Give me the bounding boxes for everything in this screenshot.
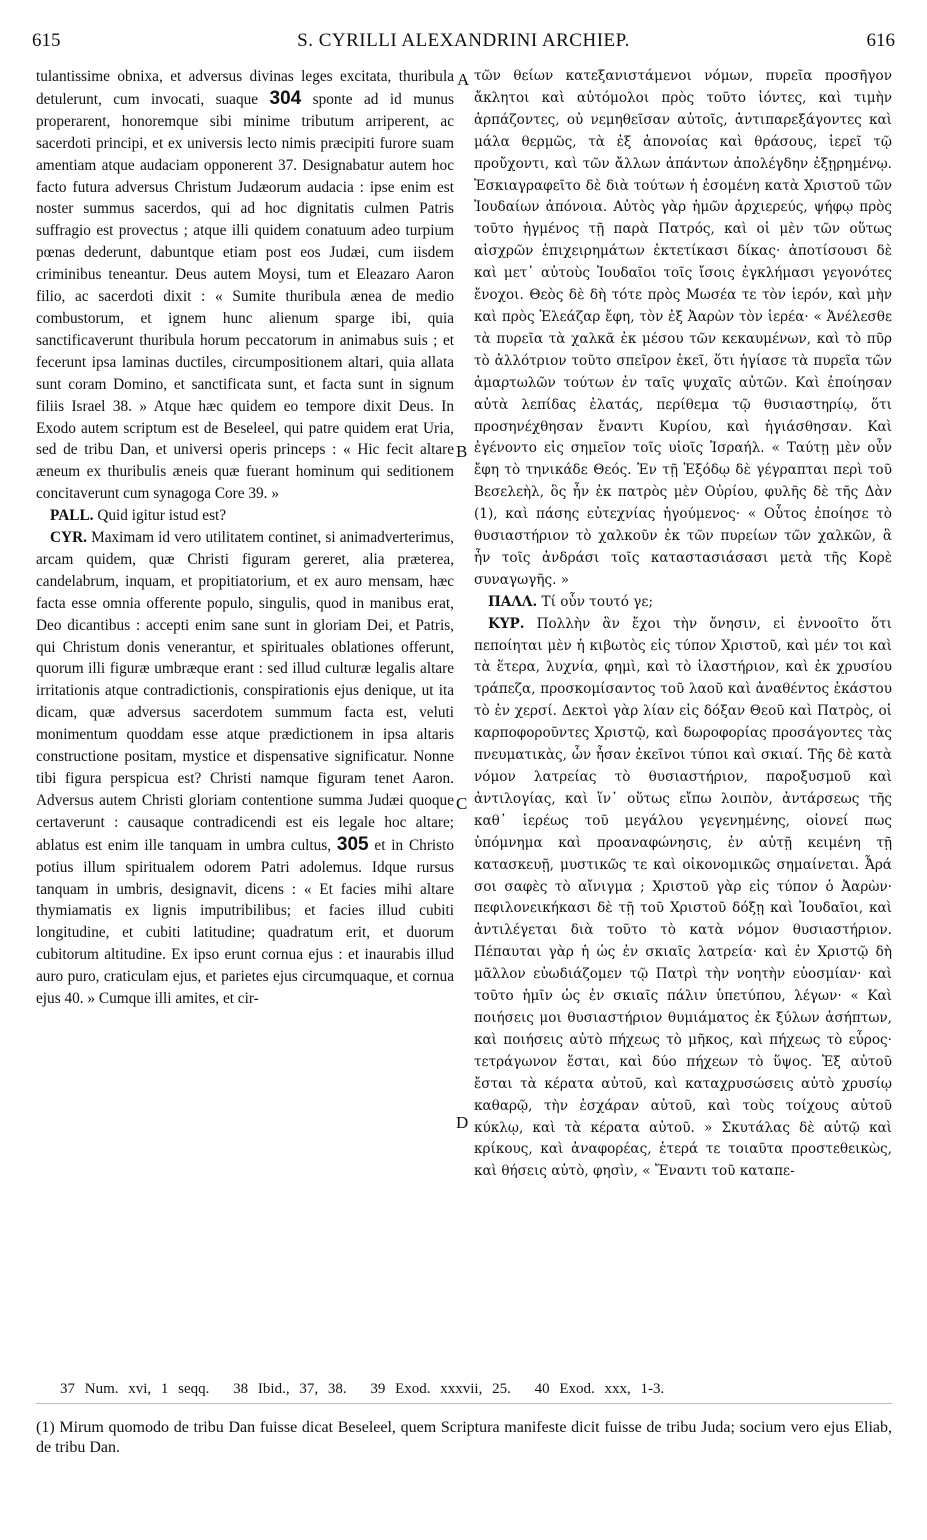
latin-text: Maximam id vero utilitatem continet, si animadverterimus, arcam quidem, quæ Christi figuram gereret, alia præterea, candelabrum, inquam, et propitiatorium, et ex auro mensam, hæc facta esse omnia offerente populo, singulis, quod in manibus erat, Deo dicantibus : accepti enim sane sunt in gloriam Dei, et Patris, qui Christum donis venerantur, et spirituales oblationes offerunt, quorum illi figuræ umbræque erant : sed illud culturæ legalis altare irritationis atque contradictionis, conspirationis ejus denique, ut ita dicam, quæ adversus sacerdotem summum facta est, veluti monimentum quoddam esse atque prædictionem in ipsa altaris constructione positam, mystice et dispensative significatur. Nonne tibi figura perspicua est? Christi namque figuram tenet Aaron. Adversus autem Christi gloriam contentione summa Judæi quoque certaverunt : causaque contradicendi est eis legale hoc altare; ablatus est enim ille tanquam in umbra cultus, [36,529,454,854]
scripture-footnotes [60,1381,887,1398]
greek-paragraph-1: τῶν θείων κατεξανιστάμενοι νόμων, πυρεῖα προσῆγον ἄκλητοι καὶ αὐτόμολοι πρὸς τοῦτο ἰόντες, καὶ τιμὴν ἁρπάζοντες, οὐ νεμηθεῖσαν αὐτοῖς, ἀντιπαρεξάγοντες καὶ μάλα θερμῶς, τὰ ἐξ ἀπονοίας καὶ θράσους, ἱερεῖ τῷ προὔχοντι, καὶ τῶν ἄλλων ἁπάντων ἀπολέγδην ἐξῃρημένῳ. Ἐσκιαγραφεῖτο δὲ διὰ τούτων ἡ ἐσομένη κατὰ Χριστοῦ τῶν Ἰουδαίων ἀπόνοια. Αὐτὸς γὰρ ἡμῶν ἀρχιερεύς, ψήφῳ πρὸς τοῦτο ἡγμένος τῇ παρὰ Πατρός, καὶ οἱ μὲν τῶν οὕτως αἰσχρῶν ἐπιχειρημάτων ἐκτετίκασι δίκας· ἀποτίσουσι δὲ καὶ μετ᾽ αὐτοὺς Ἰουδαῖοι τοῖς ἴσοις ἐγκλήμασι γεγονότες ἔνοχοι. Θεὸς δὲ δὴ τότε πρὸς Μωσέα τε τὸν ἱερόν, καὶ μὴν καὶ πρὸς Ἐλεάζαρ ἔφη, τὸν ἐξ Ἀαρὼν τὸν ἱερέα· « Ἀνέλεσθε τὰ πυρεῖα τὰ χαλκᾶ ἐκ μέσου τῶν κεκαυμένων, καὶ τὸ πῦρ τὸ ἀλλότριον τοῦτο σπεῖρον ἐκεῖ, ὅτι ἡγίασε τὰ πυρεῖα τῶν ἁμαρτωλῶν τούτων ἐν ταῖς ψυχαῖς αὐτῶν. Καὶ ἐποίησαν αὐτὰ λεπίδας ἐλατάς, περίθεμα τῷ θυσιαστηρίῳ, ὅτι προσηνέχθησαν ἔναντι Κυρίου, καὶ ἡγιάσθησαν. Καὶ ἐγένοντο εἰς σημεῖον τοῖς υἱοῖς Ἰσραήλ. « Ταύτῃ μὲν οὖν ἔφη τὸ τηνικάδε Θεός. Ἐν τῇ Ἐξόδῳ δὲ γέγραπται περὶ τοῦ Βεσελεὴλ, ὃς ἦν ἐκ πατρὸς μὲν Οὐρίου, φυλῆς δὲ τῆς Δὰν (1), καὶ πάσης εὐτεχνίας ἡγούμενος· « Οὗτος ἐποίησε τὸ θυσιαστήριον τὸ χαλκοῦν ἐκ τῶν πυρείων τῶν χαλκῶν, ἃ ἦν τοῖς ἀνδράσι τοῖς καταστασιάσασι μετὰ τῆς Κορὲ συναγωγῆς. » [474,68,892,588]
greek-text: Τί οὖν τουτό γε; [541,593,654,610]
margin-letter-d: D [456,1113,469,1132]
latin-paragraph-3 [36,527,454,1010]
latin-text: et in Christo potius illum spiritualem odorem Patri adolemus. Idque rursus tanquam in umbris, designavit, dicens : « Et facies mihi altare thymiamatis ex lignis imputribilibus; et facies illud cubiti longitudine, et cubiti latitudine; quadratum erit, et duorum cubitorum altitudine. Ex ipso erunt cornua ejus : et inaurabis illud auro puro, craticulam ejus, et parietes ejus circumquaque, et cornua ejus 40. » Cumque illi amites, et cir- [36,836,454,1008]
page-number-left: 615 [32,30,61,51]
latin-column [36,66,454,1010]
speaker-cyr: CYR. [50,529,87,547]
greek-paragraph-2 [474,592,892,614]
footnote-divider [36,1403,892,1404]
speaker-cyr-greek: ΚΥΡ. [488,615,525,632]
latin-text: tulantissime obnixa, et adversus divinas leges excitata, thuribula detulerunt, cum invocati, suaque [36,68,454,108]
footnote-39: 39 Exod. xxxvii, 25. [370,1381,511,1397]
latin-text: Quid igitur istud est? [97,507,227,525]
footnote-40: 40 Exod. xxx, 1-3. [534,1381,665,1397]
latin-text: sponte ad id munus properarent, honoremque sibi minime tributum arriperent, ac sacerdoti principi, et ex universis lecto nimis præcipiti furore suam amentiam atque audaciam opponerent 37. Designabatur autem hoc facto futura adversus Christum Judæorum audacia : ipse enim est noster summus sacerdos, qui ad hoc dignitatis culmen Patris suffragio est provectus ; atque illi quidem conatuum adeo turpium pœnas dederunt, dabuntque etiam post eos Judæi, cum iisdem criminibus teneantur. Deus autem Moysi, tum et Eleazaro Aaron filio, ac sacerdoti dixit : « Sumite thuribula ænea de medio combustorum, et ignem hunc alienum sparge ibi, quia sanctificaverunt thuribula horum peccatorum in animabus suis ; et fecerunt ipsa laminas ductiles, circumpositionem altari, quia allata sunt coram Domino, et sanctificata sunt, et facta sunt in signum filiis Israel 38. » Atque hæc quidem eo tempore dixit Deus. In Exodo autem scriptum est de Beseleel, qui patre quidem erat Uria, sed de tribu Dan, et universi operis princeps : « Hic fecit altare æneum ex thuribulis æneis quæ fuerant hominum qui seditionem concitaverunt cum synagoga Core 39. » [36,90,454,503]
margin-letter-c: C [456,794,468,813]
greek-text: Πολλὴν ἂν ἔχοι τὴν ὄνησιν, εἰ ἐννοοῖτο ὅτι πεποίηται μὲν ἡ κιβωτὸς εἰς τύπον Χριστοῦ, καὶ μέν τοι καὶ τὰ ἕτερα, λυχνία, φημὶ, καὶ τὸ ἱλαστήριον, καὶ ἐκ χρυσίου τράπεζα, προσκομίσαντος τοῦ λαοῦ καὶ ἀναθέντος ἑκάστου τὸ ἐν χερσί. Δεκτοὶ γὰρ λίαν εἰς δόξαν Θεοῦ καὶ Πατρὸς, οἱ καρποφοροῦντες Χριστῷ, καὶ δωροφορίας προσάγοντες τὰς πνευματικὰς, ὧν ἦσαν ἐκεῖνοι τύποι καὶ σκιαί. Τῆς δὲ κατὰ νόμον λατρείας τὸ θυσιαστήριον, παροξυσμοῦ καὶ ἀντιλογίας, καὶ ἵν᾽ οὕτως εἴπω λοιπὸν, ἀντάρσεως τῆς καθ᾽ ἱερέως τοῦ μεγάλου γεγενημένης, οἱονεί πως ὑπόμνημα καὶ προαναφώνησις, ἐν αὐτῇ κειμένη τῇ κατασκευῇ, μυστικῶς τε καὶ οἰκονομικῶς σημαίνεται. Ἆρά σοι σαφὲς τὸ αἴνιγμα ; Χριστοῦ γὰρ εἰς τύπον ὁ Ἀαρὼν· πεφιλονεικήκασι δὲ τῇ τοῦ Χριστοῦ δόξῃ καὶ Ἰουδαῖοι, καὶ ἀντιλέγεται διὰ τοῦτο τὸ κατὰ νόμον θυσιαστήριον. Πέπαυται γὰρ ἡ ὡς ἐν σκιαῖς λατρεία· καὶ ἐν Χριστῷ δὴ μᾶλλον εὐωδιάζομεν τῷ Πατρὶ τὴν νοητὴν εὐοσμίαν· καὶ τοῦτο ἡμῖν ὡς ἐν σκιαῖς πάλιν ὑπετύπου, λέγων· « Καὶ ποιήσεις μοι θυσιαστήριον θυμιάματος ἐκ ξύλων ἀσήπτων, καὶ ποιήσεις αὐτὸ πήχεως τὸ μῆκος, καὶ πήχεως τὸ εὖρος· τετράγωνον ἔσται, καὶ δύο πήχεων τὸ ὕψος. Ἐξ αὐτοῦ ἔσται τὰ κέρατα αὐτοῦ, καὶ καταχρυσώσεις αὐτὸ χρυσίῳ καθαρῷ, τὴν ἐσχάραν αὐτοῦ, καὶ τοὺς τοίχους αὐτοῦ κύκλῳ, καὶ τὰ κέρατα αὐτοῦ. » Σκυτάλας δὲ αὐτῷ καὶ κρίκους, καὶ ἀναφορέας, ἑτερά τε τοιαῦτα προστεθεικὼς, καὶ θήσεις αὐτὸ, φησὶν, « Ἔναντι τοῦ καταπε- [474,615,892,1180]
margin-letter-a: A [457,70,470,89]
latin-paragraph-2 [36,505,454,527]
footnote-38: 38 Ibid., 37, 38. [233,1381,347,1397]
greek-paragraph-3 [474,614,892,1184]
greek-column [474,66,892,1183]
column-number-305: 305 [336,833,369,855]
speaker-pall: PALL. [50,507,94,525]
page-header [30,30,897,60]
column-number-304: 304 [269,87,302,109]
running-title: S. CYRILLI ALEXANDRINI ARCHIEP. [297,30,630,51]
latin-paragraph-1 [36,66,454,505]
margin-letter-b: B [456,442,468,461]
speaker-pall-greek: ΠΑΛΛ. [488,593,538,610]
editorial-note-1: (1) Mirum quomodo de tribu Dan fuisse dicat Beseleel, quem Scriptura manifeste dicit fuisse de tribu Juda; socium vero ejus Eliab, de tribu Dan. [36,1419,892,1456]
page-number-right: 616 [866,30,895,51]
footnote-37: 37 Num. xvi, 1 seqq. [60,1381,210,1397]
